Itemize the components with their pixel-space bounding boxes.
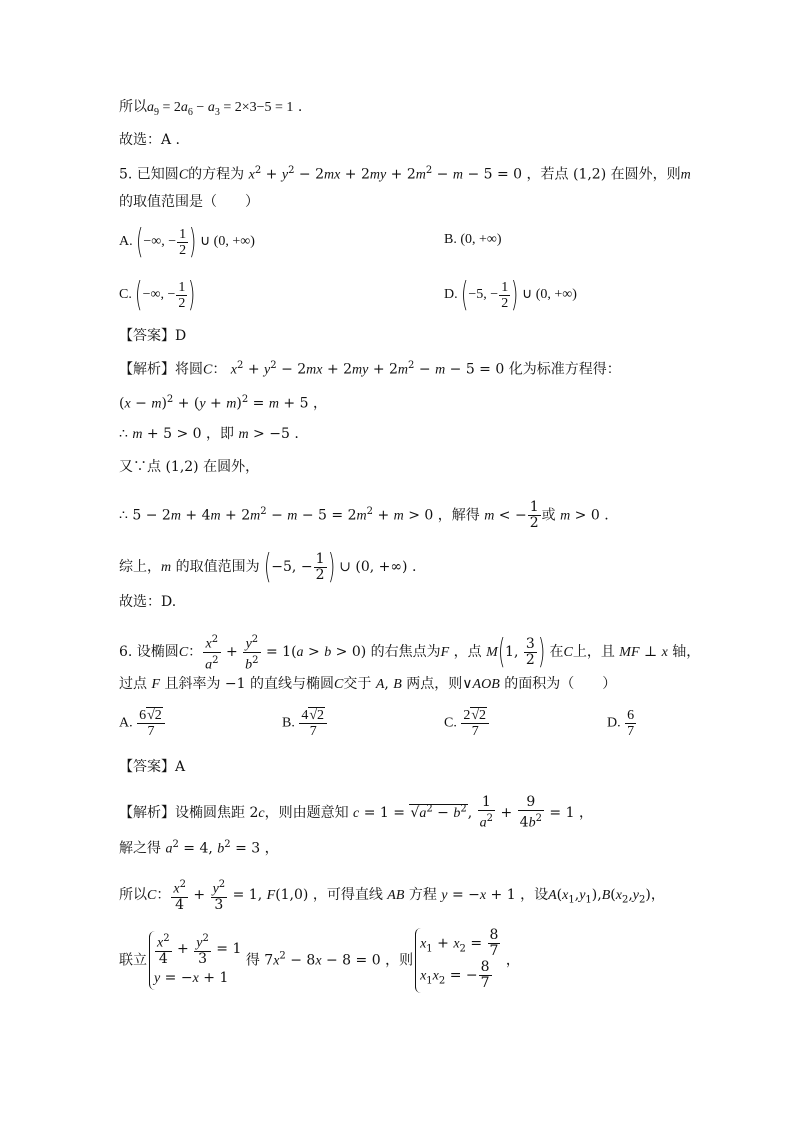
q6-solution-2: 解之得 $a^2 = 4$, $b^2 = 3$ ， bbox=[119, 839, 279, 857]
q5-solution-4: 又∵点 (1,2) 在圆外， bbox=[119, 459, 260, 475]
q6-option-d: D. $\frac{6}{7}$ bbox=[607, 708, 635, 739]
q5-option-d: D. (−5, − $\frac{1}{2}$ ) ∪ (0, +∞) bbox=[444, 275, 577, 315]
q5-solution-5: ∴ $5 - 2m + 4m + 2m^2 - m - 5 = 2m^2 + m > 0$ ，解得 m < − $\frac{1}{2}$ 或 m > 0 . bbox=[119, 499, 609, 531]
answer-choice-line: 故选：A . bbox=[119, 132, 181, 148]
q5-answer: 【答案】D bbox=[119, 328, 187, 344]
q5-solution-2: $(x - m)^2 + (y + m)^2 = m + 5$ ， bbox=[119, 394, 327, 412]
q5-option-b: B. (0, +∞) bbox=[444, 232, 502, 247]
q6-option-a: A. $\frac{6√2}{7}$ bbox=[119, 708, 166, 739]
q6-answer: 【答案】A bbox=[119, 759, 186, 775]
q5-option-c: C. (−∞, − $\frac{1}{2}$ ) bbox=[119, 275, 196, 315]
q6-solution-4: 联立 $\frac{x^2}{4}$ + $\frac{y^2}{3}$ = 1 y = −x + 1 得 $7x^2 - 8x - 8 = 0$ ，则 $x_1 + x_2$ = $\frac{8}{7}$ $x_1x_2$ = − $\frac{8}{7}$ ， bbox=[119, 927, 520, 992]
q5-solution-1: 【解析】将圆C： $x^2 + y^2 - 2mx + 2my + 2m^2 - m - 5 = 0$ 化为标准方程得： bbox=[119, 360, 621, 378]
q6-solution-1: 【解析】设椭圆焦距 2c，则由题意知 $c = 1 = √a^2 - b^2$, $\frac{1}{a^2}$ + $\frac{9}{4b^2}$ = 1 ， bbox=[119, 794, 593, 831]
solution-line-a9: 所以$a_9 = 2a_6 - a_3 = 2\times 3-5 = 1$ . bbox=[119, 99, 303, 118]
question-6-stem: 6. 设椭圆C： $\frac{x^2}{a^2}$ + $\frac{y^2}{b^2}$ = 1(a > b > 0) 的右焦点为F ，点 M(1, $\frac{3}{2}$ ) 在C上，且 MF ⊥ x 轴， bbox=[119, 632, 701, 673]
q5-solution-6: 综上，m 的取值范围为 (−5, − $\frac{1}{2}$ ) ∪ (0, +∞) . bbox=[119, 547, 417, 587]
q5-solution-3: ∴ m + 5 > 0 ，即 m > −5 . bbox=[119, 426, 299, 442]
question-6-stem-cont: 过点 F 且斜率为 −1 的直线与椭圆C交于 A, B 两点，则∨AOB 的面积为（ ） bbox=[119, 676, 617, 692]
question-5-stem-cont: 的取值范围是（ ） bbox=[119, 194, 259, 210]
q5-option-a: A. (−∞, − $\frac{1}{2}$ ) ∪ (0, +∞) bbox=[119, 222, 255, 262]
q6-option-c: C. $\frac{2√2}{7}$ bbox=[444, 708, 490, 739]
q5-solution-7: 故选：D. bbox=[119, 594, 177, 610]
question-5-stem: 5. 已知圆C的方程为 $x^2 + y^2 - 2mx + 2my + 2m^2 - m - 5 = 0$ ，若点 (1,2) 在圆外，则m bbox=[119, 165, 691, 183]
q6-solution-3: 所以C： $\frac{x^2}{4}$ + $\frac{y^2}{3}$ = 1, F(1,0) ，可得直线 AB 方程 y = −x + 1 ，设$A(x_1,y_1),B(x_2,y_2)$， bbox=[119, 879, 665, 913]
q6-option-b: B. $\frac{4√2}{7}$ bbox=[282, 708, 328, 739]
